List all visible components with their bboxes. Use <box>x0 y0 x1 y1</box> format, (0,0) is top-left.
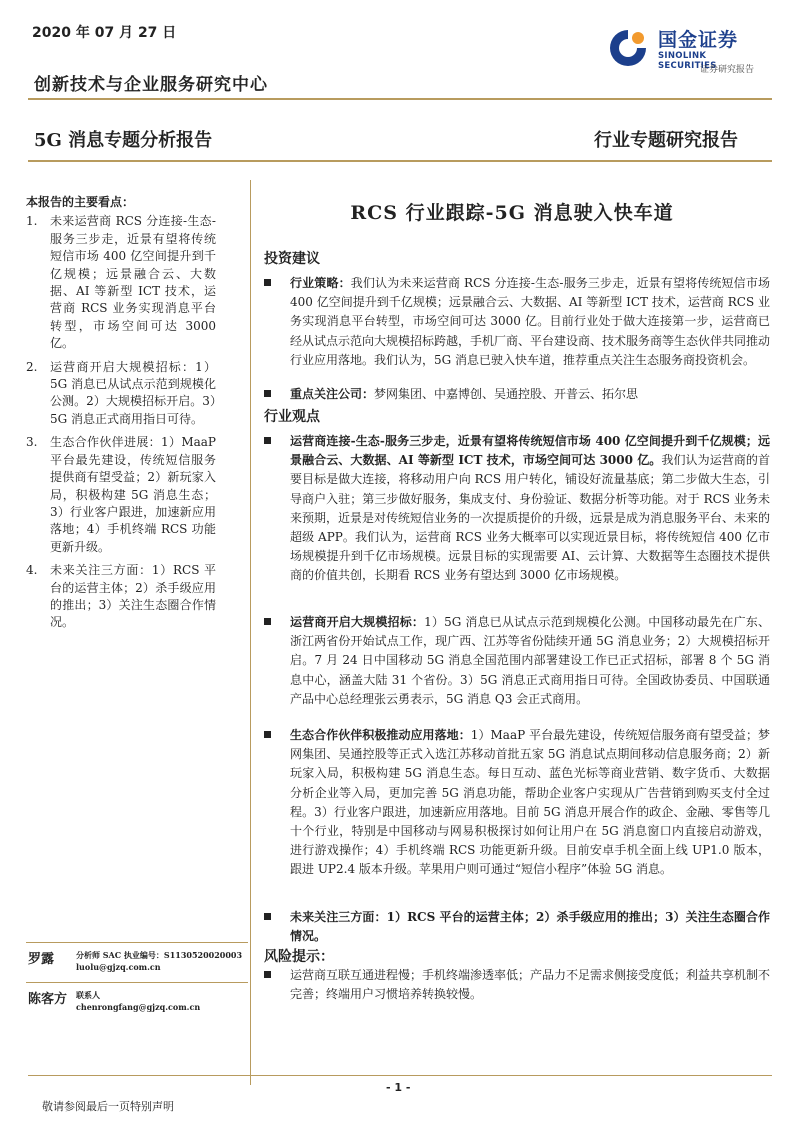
analyst-name: 罗露 <box>28 952 55 967</box>
contact-name: 陈客方 <box>28 992 68 1007</box>
main-title: RCS 行业跟踪-5G 消息驶入快车道 <box>350 202 674 224</box>
bullet-tender: 运营商开启大规模招标：1）5G 消息已从试点示范到规模化公测。中国移动最先在广东、浙江两省份开始试点工作，现广西、江苏等省份陆续开通 5G 消息业务；2）大规模招标开启。7 月 24 日中国移动 5G 消息全国范围内部署建设工作已正式招标，部署 8 个 5G 消息中心，涵盖大陆 31 个省份。3）5G 消息正式商用指日可待。全国政协委员、中国联通产品中心总经理张云勇表示，5G 消息 Q3 会正式商用。 <box>264 613 770 709</box>
report-type: 行业专题研究报告 <box>594 130 738 151</box>
summary-item: 3. 生态合作伙伴进展：1）MaaP 平台最先建设，传统短信服务提供商有望受益；2）新玩家入局，积极构建 5G 消息生态；3）行业客户跟进，加速新应用落地；4）手机终端 RCS 功能更新升级。 <box>26 435 216 554</box>
page-number: - 1 - <box>386 1081 411 1094</box>
bullet-square-icon <box>264 390 271 397</box>
summary-list <box>26 213 216 631</box>
section-risk: 风险提示： <box>264 949 334 965</box>
bullet-future-focus: 未来关注三方面：1）RCS 平台的运营主体；2）杀手级应用的推出；3）关注生态圈合作情况。 <box>264 908 770 946</box>
summary-item: 1. 未来运营商 RCS 分连接-生态-服务三步走，近景有望将传统短信市场 400 亿空间提升到千亿规模；远景融合云、大数据、AI 等新型 ICT 技术，运营商 RCS 业务实现消息平台转型，市场空间可达 3000 亿。 <box>26 214 216 351</box>
report-series-title: 5G 消息专题分析报告 <box>34 130 213 151</box>
bullet-square-icon <box>264 279 271 286</box>
footer-disclaimer: 敬请参阅最后一页特别声明 <box>42 1100 174 1113</box>
summary-item: 2. 运营商开启大规模招标：1）5G 消息已从试点示范到规模化公测。2）大规模招标开启。3）5G 消息正式商用指日可待。 <box>26 359 216 426</box>
bullet-risk: 运营商互联互通进程慢；手机终端渗透率低；产品力不足需求侧接受度低；利益共享机制不完善；终端用户习惯培养转换较慢。 <box>264 966 770 1004</box>
bullet-square-icon <box>264 913 271 920</box>
bullet-ecosystem: 生态合作伙伴积极推动应用落地：1）MaaP 平台最先建设，传统短信服务商有望受益；梦网集团、吴通控股等正式入选江苏移动首批五家 5G 消息试点期间移动信息服务商；2）新玩家入局，积极构建 5G 消息生态。每日互动、蓝色光标等商业营销、数字货币、大数据分析企业等入局，更加完善 5G 消息功能，帮助企业客户实现从广告营销到购买支付全过程。3）行业客户跟进，加速新应用落地。目前 5G 消息开展合作的政企、金融、零售等几十个行业，特别是中国移动与网易积极探讨如何让用户在 5G 消息窗口内直接启动游戏，进行游戏操作；4）手机终端 RCS 功能更新升级。目前安卓手机全面上线 UP1.0 版本，跟进 UP2.4 版本升级。苹果用户则可通过“短信小程序”体验 5G 消息。 <box>264 726 770 880</box>
bullet-square-icon <box>264 618 271 625</box>
contact-email[interactable]: chenrongfang@gjzq.com.cn <box>76 1002 201 1012</box>
bullet-strategy: 行业策略：我们认为未来运营商 RCS 分连接-生态-服务三步走，近景有望将传统短信市场 400 亿空间提升到千亿规模；远景融合云、大数据、AI 等新型 ICT 技术，运营商 RCS 业务实现消息平台转型，市场空间可达 3000 亿。目前行业处于做大连接第一步，运营商已经从试点示范向大规模招标跨越，手机厂商、平台建设商、技术服务商等生态伙伴共同推动行业应用落地。我们认为，5G 消息已驶入快车道，推荐重点关注生态服务商投资机会。 <box>264 274 770 370</box>
footer-divider <box>28 1075 772 1076</box>
header-divider <box>28 98 772 100</box>
research-center: 创新技术与企业服务研究中心 <box>34 75 268 95</box>
column-divider <box>250 180 251 1085</box>
securities-research-label: 证券研究报告 <box>700 65 755 75</box>
bullet-square-icon <box>264 971 271 978</box>
summary-column <box>26 194 216 638</box>
summary-item: 4. 未来关注三方面：1）RCS 平台的运营主体；2）杀手级应用的推出；3）关注生态圈合作情况。 <box>26 563 216 630</box>
title-divider <box>28 160 772 162</box>
bullet-focus-companies: 重点关注公司：梦网集团、中嘉博创、吴通控股、开普云、拓尔思 <box>264 385 770 404</box>
summary-heading: 本报告的主要看点： <box>26 195 135 209</box>
bullet-square-icon <box>264 731 271 738</box>
contact-role: 联系人 <box>76 990 100 1000</box>
report-date: 2020 年 07 月 27 日 <box>32 25 177 41</box>
section-investment: 投资建议 <box>264 251 320 267</box>
logo-chinese: 国金证券 <box>658 29 739 51</box>
bullet-square-icon <box>264 437 271 444</box>
contact-card <box>28 988 248 1018</box>
analyst-divider <box>26 942 248 943</box>
bullet-three-steps: 运营商连接-生态-服务三步走，近景有望将传统短信市场 400 亿空间提升到千亿规模；远景融合云、大数据、AI 等新型 ICT 技术，市场空间可达 3000 亿。我们认为运营商的首要目标是做大连接，将移动用户向 RCS 用户转化，铺设好流量基底；第二步做大生态，引导商户入驻；第三步做好服务，集成支付、身份验证、数据分析等功能。对于 RCS 业务未来预期，近景是对传统短信业务的一次提质提价的升级，远景是成为消息服务平台、未来的超级 APP。我们认为，运营商 RCS 业务大概率可以实现近景目标，将传统短信 400 亿市场规模提升到千亿市场规模。远景目标的实现需要 AI、云计算、大数据等生态圈技术提供商的价值共创，长期看 RCS 业务有望达到 3000 亿市场规模。 <box>264 432 770 586</box>
analyst-role: 分析师 SAC 执业编号：S1130520020003 <box>76 950 243 960</box>
section-views: 行业观点 <box>264 409 320 425</box>
sinolink-logo-icon <box>608 26 652 70</box>
analyst-email[interactable]: luolu@gjzq.com.cn <box>76 962 161 972</box>
logo-english: SINOLINK SECURITIES <box>658 51 717 71</box>
analyst-divider <box>26 982 248 983</box>
analyst-card <box>28 948 248 978</box>
